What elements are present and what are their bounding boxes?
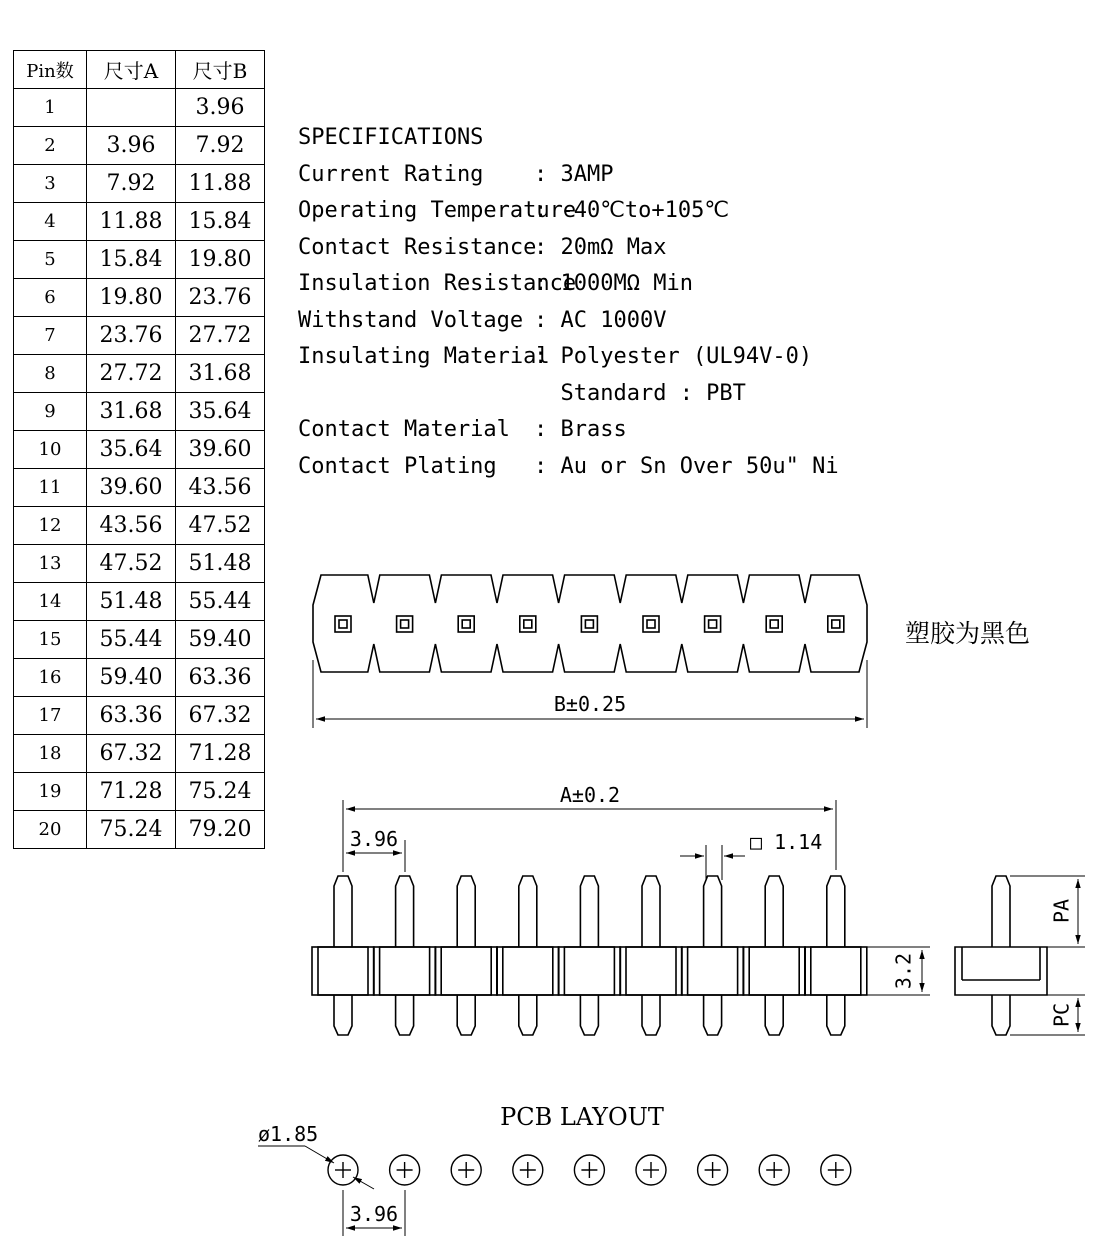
pcb-holes <box>328 1155 851 1185</box>
pin-count-cell: 11 <box>14 469 87 507</box>
dimension-a-cell: 67.32 <box>87 735 176 773</box>
top-pin-square <box>705 616 721 632</box>
top-pin-square <box>828 616 844 632</box>
dimension-a-cell: 55.44 <box>87 621 176 659</box>
pin-upper <box>457 876 475 947</box>
pin-count-cell: 17 <box>14 697 87 735</box>
pin-upper <box>765 876 783 947</box>
housing-segment-inner <box>811 947 861 995</box>
pin-count-cell: 4 <box>14 203 87 241</box>
spec-value: : 1000MΩ Min <box>534 271 693 296</box>
spec-value: : 3AMP <box>534 161 614 187</box>
pin-lower <box>580 995 598 1035</box>
dimension-b-cell: 27.72 <box>176 317 265 355</box>
spec-value: Standard : PBT <box>534 380 746 406</box>
front-view <box>312 876 867 1035</box>
pc-dimension <box>1010 995 1085 1035</box>
top-pin-square-inner <box>709 620 717 628</box>
dimension-a-cell: 63.36 <box>87 697 176 735</box>
dimension-a <box>343 783 836 870</box>
pin-count-cell: 13 <box>14 545 87 583</box>
housing-segment <box>312 947 374 995</box>
spec-value: : Polyester (UL94V-0) <box>534 344 813 369</box>
pin-upper <box>580 876 598 947</box>
pin-upper <box>642 876 660 947</box>
dimension-a-cell: 47.52 <box>87 545 176 583</box>
dimension-b-cell: 7.92 <box>176 127 265 165</box>
spec-label: Contact Material <box>298 417 510 442</box>
plastic-color-note: 塑胶为黑色 <box>905 619 1031 648</box>
dimension-a-cell: 39.60 <box>87 469 176 507</box>
housing-segment-inner <box>749 947 799 995</box>
top-pin-square <box>643 616 659 632</box>
top-pin-square <box>766 616 782 632</box>
pa-label: PA <box>1049 898 1074 924</box>
spec-label: Withstand Voltage <box>298 307 524 333</box>
dimension-b-cell: 11.88 <box>176 165 265 203</box>
body-height-label: 3.2 <box>891 952 916 990</box>
top-pin-square-inner <box>524 620 532 628</box>
top-pin-square-inner <box>401 620 409 628</box>
top-pin-square-inner <box>832 620 840 628</box>
spec-label: Insulating Material <box>298 344 550 369</box>
top-pin-square <box>397 616 413 632</box>
pin-count-cell: 2 <box>14 127 87 165</box>
dimension-b-cell: 55.44 <box>176 583 265 621</box>
dimension-b-cell: 51.48 <box>176 545 265 583</box>
pin-lower <box>396 995 414 1035</box>
dimension-a-cell: 59.40 <box>87 659 176 697</box>
dimension-a-cell: 23.76 <box>87 317 176 355</box>
top-pin-square-inner <box>585 620 593 628</box>
dimension-b <box>313 660 867 728</box>
dimension-b-cell: 15.84 <box>176 203 265 241</box>
pin-count-cell: 14 <box>14 583 87 621</box>
dimension-a-cell: 71.28 <box>87 773 176 811</box>
pcb-pitch-label: 3.96 <box>349 1202 399 1226</box>
top-pin-square-inner <box>770 620 778 628</box>
dimension-b-cell: 63.36 <box>176 659 265 697</box>
pin-lower <box>642 995 660 1035</box>
pin-count-cell: 5 <box>14 241 87 279</box>
housing-segment-inner <box>441 947 491 995</box>
header-dimension-b: 尺寸B <box>176 51 265 89</box>
spec-label: Current Rating <box>298 161 484 187</box>
top-view <box>313 575 867 672</box>
dimension-b-cell: 75.24 <box>176 773 265 811</box>
top-pin-square <box>520 616 536 632</box>
spec-value: : Au or Sn Over 50u" Ni <box>534 453 839 479</box>
pcb-layout-title: PCB LAYOUT <box>500 1103 664 1131</box>
pin-size-label: □ 1.14 <box>750 830 823 854</box>
housing-segment <box>374 947 436 995</box>
spec-label: Operating Temperature <box>298 198 577 223</box>
spec-value: : Brass <box>534 417 627 442</box>
housing-segment <box>435 947 497 995</box>
top-pin-square-inner <box>339 620 347 628</box>
housing-segment <box>743 947 805 995</box>
pin-upper <box>704 876 722 947</box>
pitch-label: 3.96 <box>349 827 399 851</box>
pin-count-cell: 15 <box>14 621 87 659</box>
dimension-b-cell: 67.32 <box>176 697 265 735</box>
pitch-dimension <box>343 827 405 872</box>
housing-segment <box>682 947 744 995</box>
dimension-b-cell: 35.64 <box>176 393 265 431</box>
dimension-a-cell: 43.56 <box>87 507 176 545</box>
dimension-a-cell: 3.96 <box>87 127 176 165</box>
pin-count-cell: 19 <box>14 773 87 811</box>
pin-count-cell: 8 <box>14 355 87 393</box>
hole-diameter-callout <box>258 1122 374 1189</box>
dimension-b-cell: 79.20 <box>176 811 265 849</box>
pa-dimension <box>1010 876 1085 947</box>
pin-lower <box>334 995 352 1035</box>
dimension-b-cell: 71.28 <box>176 735 265 773</box>
top-pin-square <box>335 616 351 632</box>
dimension-b-cell: 43.56 <box>176 469 265 507</box>
housing-segment <box>558 947 620 995</box>
dimension-b-cell: 3.96 <box>176 89 265 127</box>
dimension-b-cell: 31.68 <box>176 355 265 393</box>
dimension-a-cell: 31.68 <box>87 393 176 431</box>
dimension-b-cell: 59.40 <box>176 621 265 659</box>
spec-value: : AC 1000V <box>534 307 667 333</box>
pin-count-cell: 9 <box>14 393 87 431</box>
pin-count-cell: 16 <box>14 659 87 697</box>
pin-upper <box>334 876 352 947</box>
dimension-b-label: B±0.25 <box>553 692 627 716</box>
dimension-a-cell: 51.48 <box>87 583 176 621</box>
header-pin-count: Pin数 <box>14 51 87 89</box>
pin-lower <box>765 995 783 1035</box>
housing-segment-inner <box>318 947 368 995</box>
dimension-b-cell: 23.76 <box>176 279 265 317</box>
pin-count-cell: 7 <box>14 317 87 355</box>
housing-segment-inner <box>380 947 430 995</box>
pin-lower <box>704 995 722 1035</box>
top-pin-square-inner <box>462 620 470 628</box>
pin-lower <box>519 995 537 1035</box>
dimension-b-cell: 47.52 <box>176 507 265 545</box>
housing-segment-inner <box>503 947 553 995</box>
dimension-a-cell: 11.88 <box>87 203 176 241</box>
specifications-title: SPECIFICATIONS <box>298 125 484 150</box>
housing-segment <box>805 947 867 995</box>
hole-diameter-label: ø1.85 <box>258 1122 319 1146</box>
dimension-a-label: A±0.2 <box>559 783 621 807</box>
body-height-dimension <box>866 947 930 995</box>
dimension-b-cell: 19.80 <box>176 241 265 279</box>
pcb-pitch-dimension <box>343 1190 405 1236</box>
pin-size-dimension <box>680 830 822 880</box>
pin-count-cell: 10 <box>14 431 87 469</box>
pin-upper <box>519 876 537 947</box>
pin-upper <box>827 876 845 947</box>
pin-count-cell: 3 <box>14 165 87 203</box>
top-pin-square <box>458 616 474 632</box>
side-view <box>955 876 1047 1035</box>
top-pin-square-inner <box>647 620 655 628</box>
dimension-a-cell: 27.72 <box>87 355 176 393</box>
pin-upper <box>396 876 414 947</box>
housing-segment <box>497 947 559 995</box>
pin-count-cell: 1 <box>14 89 87 127</box>
housing-segment-inner <box>626 947 676 995</box>
dimension-a-cell: 35.64 <box>87 431 176 469</box>
pin-count-cell: 6 <box>14 279 87 317</box>
header-dimension-a: 尺寸A <box>87 51 176 89</box>
pin-lower <box>827 995 845 1035</box>
dimension-a-cell: 7.92 <box>87 165 176 203</box>
spec-value: : 20mΩ Max <box>534 234 667 260</box>
housing-segment-inner <box>688 947 738 995</box>
pc-label: PC <box>1049 1002 1074 1028</box>
spec-value: : -40℃to+105℃ <box>534 198 730 223</box>
top-pin-square <box>581 616 597 632</box>
spec-label: Contact Resistance <box>298 234 537 260</box>
dimension-a-cell: 19.80 <box>87 279 176 317</box>
spec-label: Insulation Resistance <box>298 271 577 296</box>
pin-count-cell: 18 <box>14 735 87 773</box>
housing-segment-inner <box>564 947 614 995</box>
pin-count-cell: 20 <box>14 811 87 849</box>
spec-label: Contact Plating <box>298 453 497 479</box>
housing-segment <box>620 947 682 995</box>
dimension-a-cell: 15.84 <box>87 241 176 279</box>
dimension-a-cell: 75.24 <box>87 811 176 849</box>
dimension-b-cell: 39.60 <box>176 431 265 469</box>
pin-lower <box>457 995 475 1035</box>
pin-count-cell: 12 <box>14 507 87 545</box>
